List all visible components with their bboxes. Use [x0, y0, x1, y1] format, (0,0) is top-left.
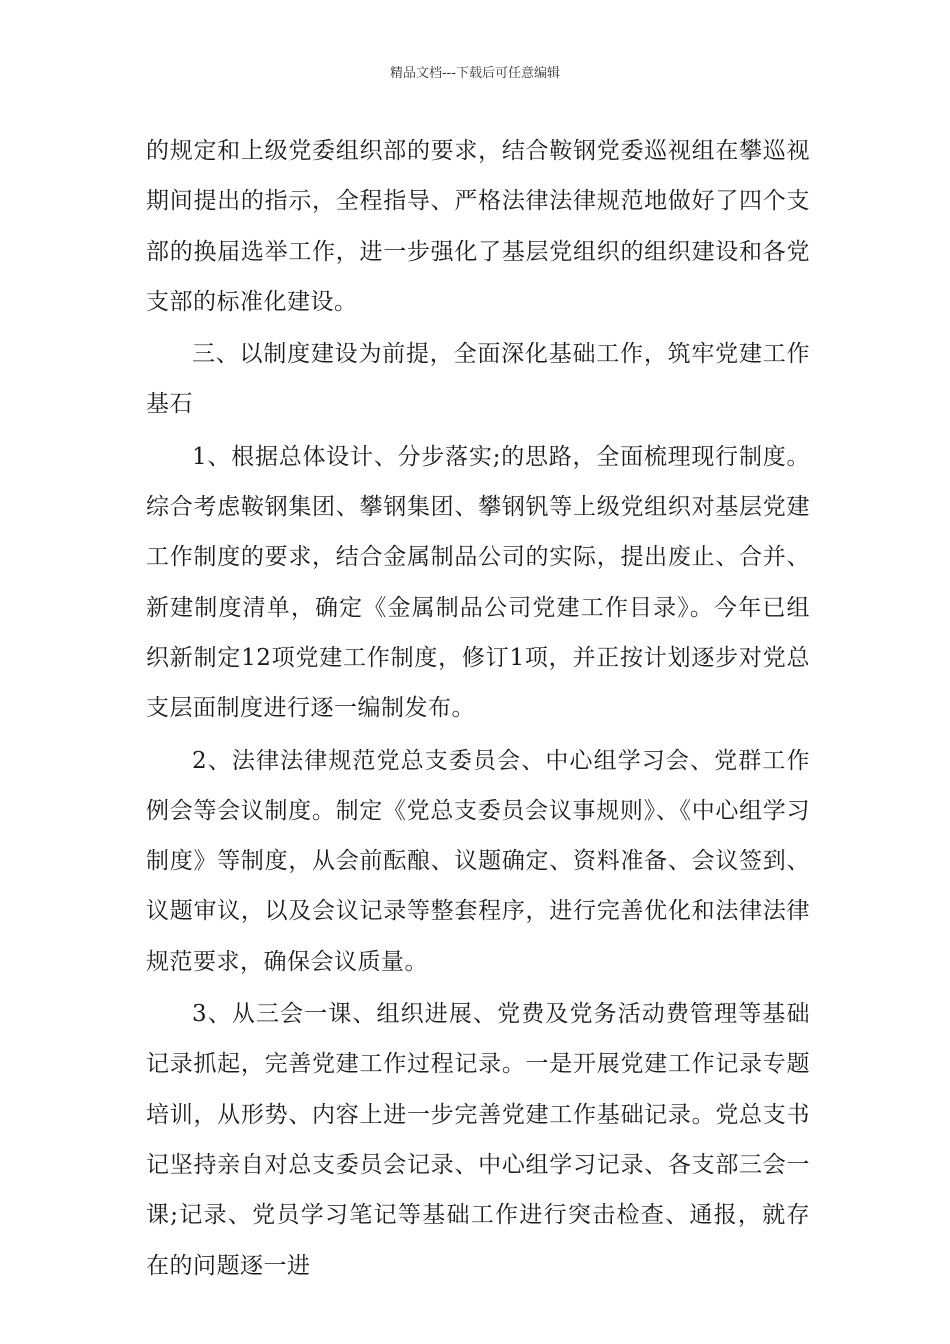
- paragraph-item-1: 1、根据总体设计、分步落实;的思路，全面梳理现行制度。综合考虑鞍钢集团、攀钢集团、攀钢钒等上级党组织对基层党建工作制度的要求，结合金属制品公司的实际，提出废止、合并、新建制度清单，确定《金属制品公司党建工作目录》。今年已组织新制定12项党建工作制度，修订1项，并正按计划逐步对党总支层面制度进行逐一编制发布。: [146, 443, 810, 722]
- paragraph-item-3: 3、从三会一课、组织进展、党费及党务活动费管理等基础记录抓起，完善党建工作过程记录。一是开展党建工作记录专题培训，从形势、内容上进一步完善党建工作基础记录。党总支书记坚持亲自对总支委员会记录、中心组学习记录、各支部三会一课;记录、党员学习笔记等基础工作进行突击检查、通报，就存在的问题逐一进: [146, 1001, 810, 1279]
- paragraph-item-2: 2、法律法律规范党总支委员会、中心组学习会、党群工作例会等会议制度。制定《党总支委员会议事规则》、《中心组学习制度》等制度，从会前酝酿、议题确定、资料准备、会议签到、议题审议，以及会议记录等整套程序，进行完善优化和法律法律规范要求，确保会议质量。: [146, 747, 810, 975]
- paragraph-continuation: 的规定和上级党委组织部的要求，结合鞍钢党委巡视组在攀巡视期间提出的指示，全程指导、严格法律法律规范地做好了四个支部的换届选举工作，进一步强化了基层党组织的组织建设和各党支部的标准化建设。: [146, 138, 810, 315]
- section-heading-3: 三、以制度建设为前提，全面深化基础工作，筑牢党建工作基石: [146, 341, 810, 418]
- page-header: 精品文档---下载后可任意编辑: [389, 66, 561, 81]
- document-body: [146, 126, 810, 1291]
